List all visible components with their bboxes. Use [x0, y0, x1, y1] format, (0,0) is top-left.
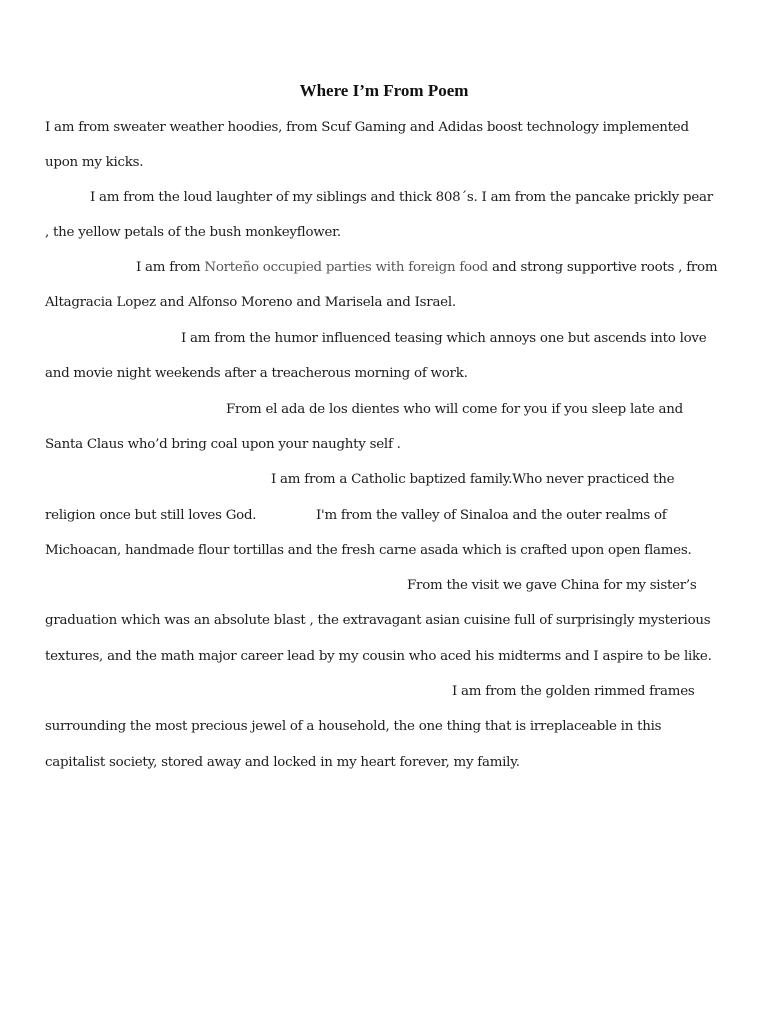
poem-title: Where I’m From Poem — [299, 81, 469, 100]
poem-line: textures, and the math major career lead by my cousin who aced his midterms and I aspire to be like. — [45, 649, 712, 664]
poem-line — [136, 258, 717, 278]
poem-line: Santa Claus who’d bring coal upon your naughty self . — [45, 437, 401, 452]
poem-line: Michoacan, handmade flour tortillas and the fresh carne asada which is crafted upon open flames. — [45, 543, 692, 558]
poem-line: I am from the humor influenced teasing which annoys one but ascends into love — [181, 331, 707, 346]
poem-line: graduation which was an absolute blast , the extravagant asian cuisine full of surprisingly mysterious — [45, 613, 711, 628]
poem-line: I am from sweater weather hoodies, from Scuf Gaming and Adidas boost technology implemented — [45, 120, 689, 135]
poem-line-start: I am from — [136, 260, 201, 275]
poem-line: capitalist society, stored away and locked in my heart forever, my family. — [45, 755, 520, 770]
poem-line: and movie night weekends after a treacherous morning of work. — [45, 366, 468, 381]
poem-line: surrounding the most precious jewel of a household, the one thing that is irreplaceable in this — [45, 719, 662, 734]
poem-line: Altagracia Lopez and Alfonso Moreno and Marisela and Israel. — [45, 295, 456, 310]
poem-line-muted-phrase: Norteño occupied parties with foreign food — [204, 260, 489, 275]
poem-line: I'm from the valley of Sinaloa and the outer realms of — [316, 508, 667, 523]
poem-line: I am from a Catholic baptized family.Who never practiced the — [271, 472, 675, 487]
poem-line: upon my kicks. — [45, 155, 144, 170]
poem-line: I am from the golden rimmed frames — [452, 684, 695, 699]
poem-line: religion once but still loves God. — [45, 508, 257, 523]
poem-line: From el ada de los dientes who will come for you if you sleep late and — [226, 402, 683, 417]
poem-line: , the yellow petals of the bush monkeyflower. — [45, 225, 341, 240]
poem-line: I am from the loud laughter of my siblings and thick 808´s. I am from the pancake prickly pear — [90, 190, 713, 205]
poem-line-end: and strong supportive roots , from — [492, 260, 718, 275]
poem-line: From the visit we gave China for my sister’s — [407, 578, 697, 593]
